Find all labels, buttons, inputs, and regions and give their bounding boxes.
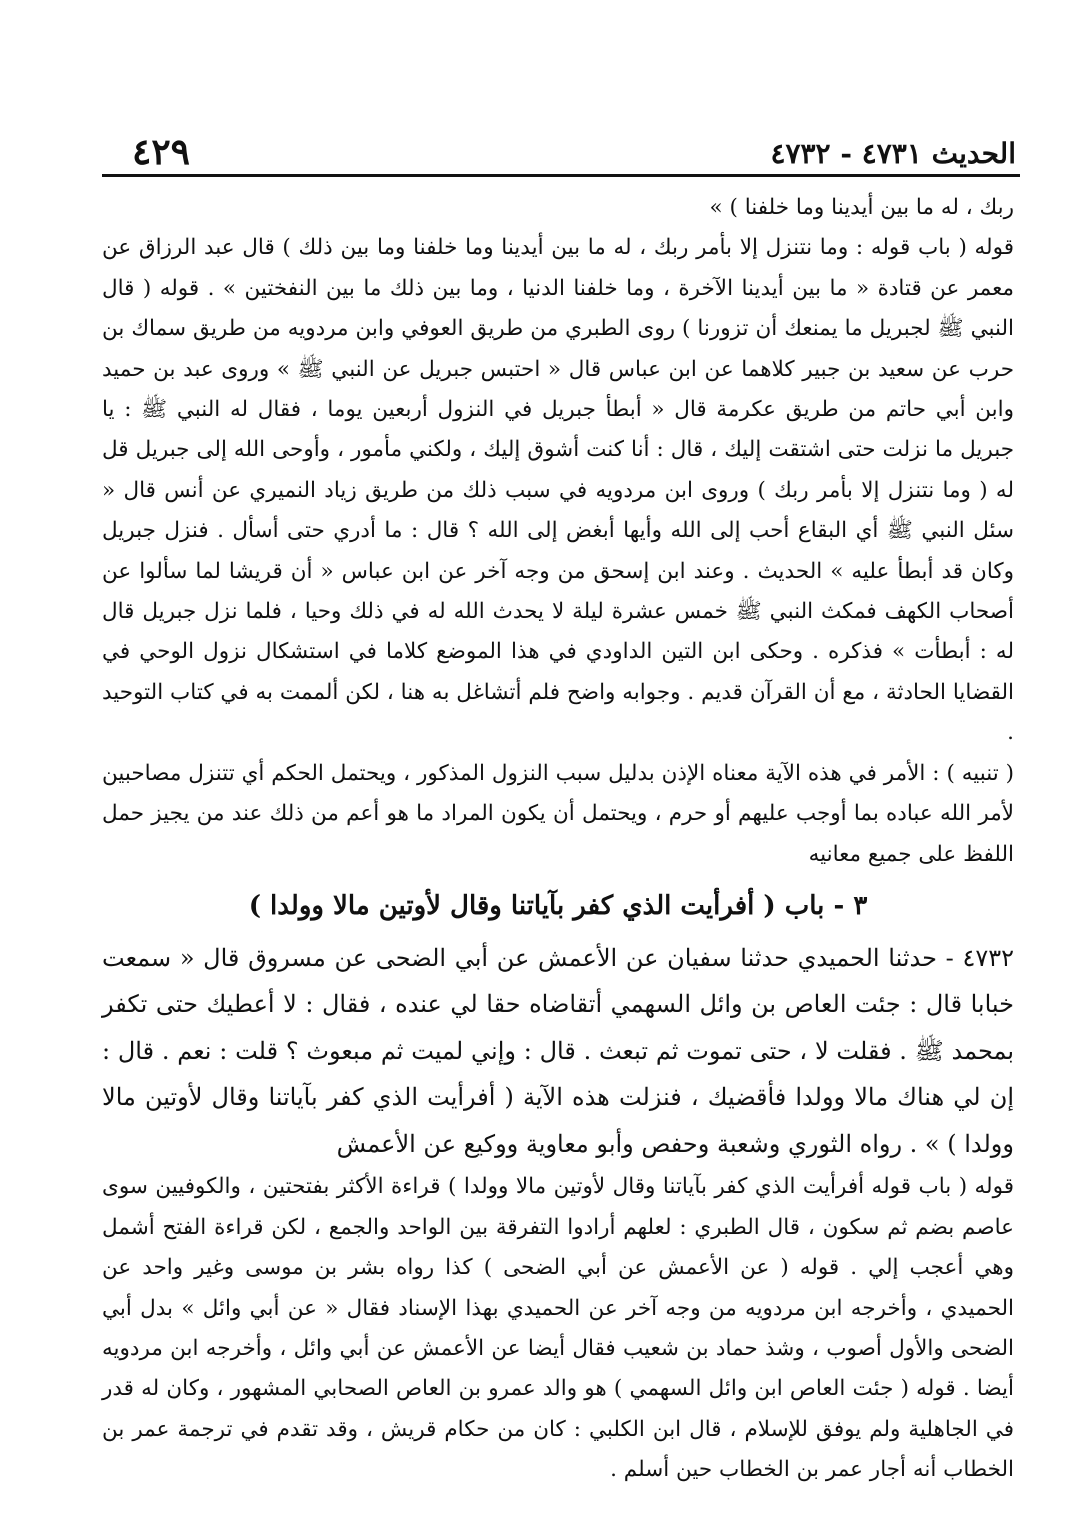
page-number: ٤٢٩ xyxy=(132,131,191,173)
page-body xyxy=(102,188,1014,1491)
page-header xyxy=(102,126,1016,178)
commentary-paragraph: قوله ( باب قوله : وما نتنزل إلا بأمر ربك ، له ما بين أيدينا وما خلفنا وما بين ذلك ) قال عبد الرزاق عن معمر عن قتادة « ما بين أيدينا الآخرة ، وما خلفنا الدنيا ، وما بين ذلك ما بين النفختين » . قوله ( قال النبي ﷺ لجبريل ما يمنعك أن تزورنا ) روى الطبري من طريق العوفي وابن مردويه من طريق سماك بن حرب عن سعيد بن جبير كلاهما عن ابن عباس قال « احتبس جبريل عن النبي ﷺ » وروى عبد بن حميد وابن أبي حاتم من طريق عكرمة قال « أبطأ جبريل في النزول أربعين يوما ، فقال له النبي ﷺ : يا جبريل ما نزلت حتى اشتقت إليك ، قال : أنا كنت أشوق إليك ، ولكني مأمور ، وأوحى الله إلى جبريل قل له ( وما نتنزل إلا بأمر ربك ) وروى ابن مردويه في سبب ذلك من طريق زياد النميري عن أنس قال « سئل النبي ﷺ أي البقاع أحب إلى الله وأيها أبغض إلى الله ؟ قال : ما أدري حتى أسأل . فنزل جبريل وكان قد أبطأ عليه » الحديث . وعند ابن إسحق من وجه آخر عن ابن عباس « أن قريشا لما سألوا عن أصحاب الكهف فمكث النبي ﷺ خمس عشرة ليلة لا يحدث الله له في ذلك وحيا ، فلما نزل جبريل قال له : أبطأت » فذكره . وحكى ابن التين الداودي في هذا الموضع كلاما في استشكال نزول الوحي في القضايا الحادثة ، مع أن القرآن قديم . وجوابه واضح فلم أتشاغل به هنا ، لكن ألممت به في كتاب التوحيد . xyxy=(102,235,1014,746)
hadith-text: ٤٧٣٢ - حدثنا الحميدي حدثنا سفيان عن الأعمش عن أبي الضحى عن مسروق قال « سمعت خبابا قال : جئت العاص بن وائل السهمي أتقاضاه حقا لي عنده ، فقال : لا أعطيك حتى تكفر بمحمد ﷺ . فقلت لا ، حتى تموت ثم تبعث . قال : وإني لميت ثم مبعوث ؟ قلت : نعم . قال : إن لي هناك مالا وولدا فأقضيك ، فنزلت هذه الآية ( أفرأيت الذي كفر بآياتنا وقال لأوتين مالا وولدا ) » . رواه الثوري وشعبة وحفص وأبو معاوية ووكيع عن الأعمش xyxy=(102,943,1015,1158)
header-rule xyxy=(102,174,1020,177)
commentary-paragraph: ربك ، له ما بين أيدينا وما خلفنا ) » xyxy=(709,195,1014,220)
chapter-heading: ٣ - باب ( أفرأيت الذي كفر بآياتنا وقال لأوتين مالا وولدا ) xyxy=(248,890,868,921)
commentary-note: ( تنبيه ) : الأمر في هذه الآية معناه الإذن بدليل سبب النزول المذكور ، ويحتمل الحكم أي تتنزل مصاحبين لأمر الله عباده بما أوجب عليهم أو حرم ، ويحتمل أن يكون المراد ما هو أعم من ذلك عند من يجيز حمل اللفظ على جميع معانيه xyxy=(102,760,1014,867)
commentary-paragraph: قوله ( باب قوله أفرأيت الذي كفر بآياتنا وقال لأوتين مالا وولدا ) قراءة الأكثر بفتحتين ، والكوفيين سوى عاصم بضم ثم سكون ، قال الطبري : لعلهم أرادوا التفرقة بين الواحد والجمع ، لكن قراءة الفتح أشمل وهي أعجب إلي . قوله ( عن الأعمش عن أبي الضحى ) كذا رواه بشر بن موسى وغير واحد عن الحميدي ، وأخرجه ابن مردويه من وجه آخر عن الحميدي بهذا الإسناد فقال « عن أبي وائل » بدل أبي الضحى والأول أصوب ، وشذ حماد بن شعيب فقال أيضا عن الأعمش عن أبي وائل ، وأخرجه ابن مردويه أيضا . قوله ( جئت العاص ابن وائل السهمي ) هو والد عمرو بن العاص الصحابي المشهور ، وكان له قدر في الجاهلية ولم يوفق للإسلام ، قال ابن الكلبي : كان من حكام قريش ، وقد تقدم في ترجمة عمر بن الخطاب أنه أجار عمر بن الخطاب حين أسلم . xyxy=(102,1174,1014,1483)
running-head: الحديث ٤٧٣١ - ٤٧٣٢ xyxy=(770,137,1016,170)
